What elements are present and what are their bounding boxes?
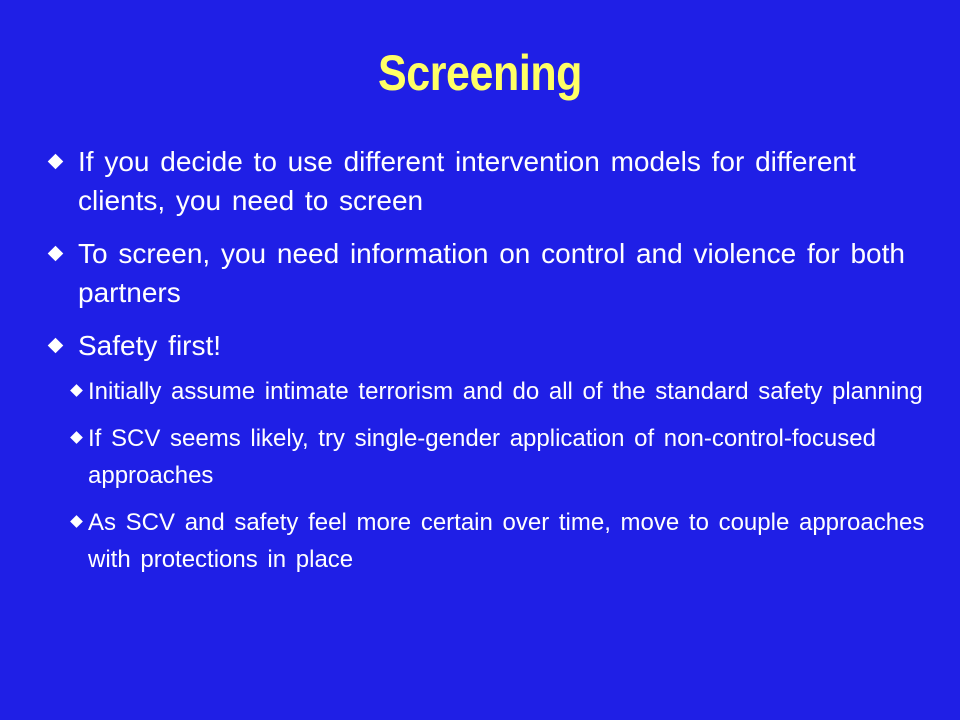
diamond-bullet-icon	[70, 515, 83, 528]
slide-title: Screening	[377, 45, 583, 101]
diamond-bullet-icon	[48, 338, 64, 354]
bullet-text: If you decide to use different intervention models for different clients, you need to screen	[78, 146, 856, 216]
diamond-bullet-icon	[70, 431, 83, 444]
sub-bullet-item	[70, 504, 928, 578]
bullet-text: Safety first!	[78, 330, 222, 361]
diamond-bullet-icon	[48, 154, 64, 170]
bullet-text: To screen, you need information on control and violence for both partners	[78, 238, 905, 308]
bullet-item	[48, 142, 928, 220]
sub-bullet-text: Initially assume intimate terrorism and do all of the standard safety planning	[88, 378, 923, 405]
sub-bullet-text: If SCV seems likely, try single-gender application of non-control-focused approaches	[88, 425, 876, 489]
sub-bullet-group	[48, 373, 928, 578]
sub-bullet-text: As SCV and safety feel more certain over time, move to couple approaches with protections in place	[88, 509, 925, 573]
sub-bullet-item	[70, 373, 928, 410]
bullet-list	[48, 142, 928, 588]
diamond-bullet-icon	[48, 246, 64, 262]
sub-bullet-list	[48, 373, 928, 578]
sub-bullet-item	[70, 420, 928, 494]
diamond-bullet-icon	[70, 384, 83, 397]
bullet-item	[48, 234, 928, 312]
bullet-item	[48, 326, 928, 365]
